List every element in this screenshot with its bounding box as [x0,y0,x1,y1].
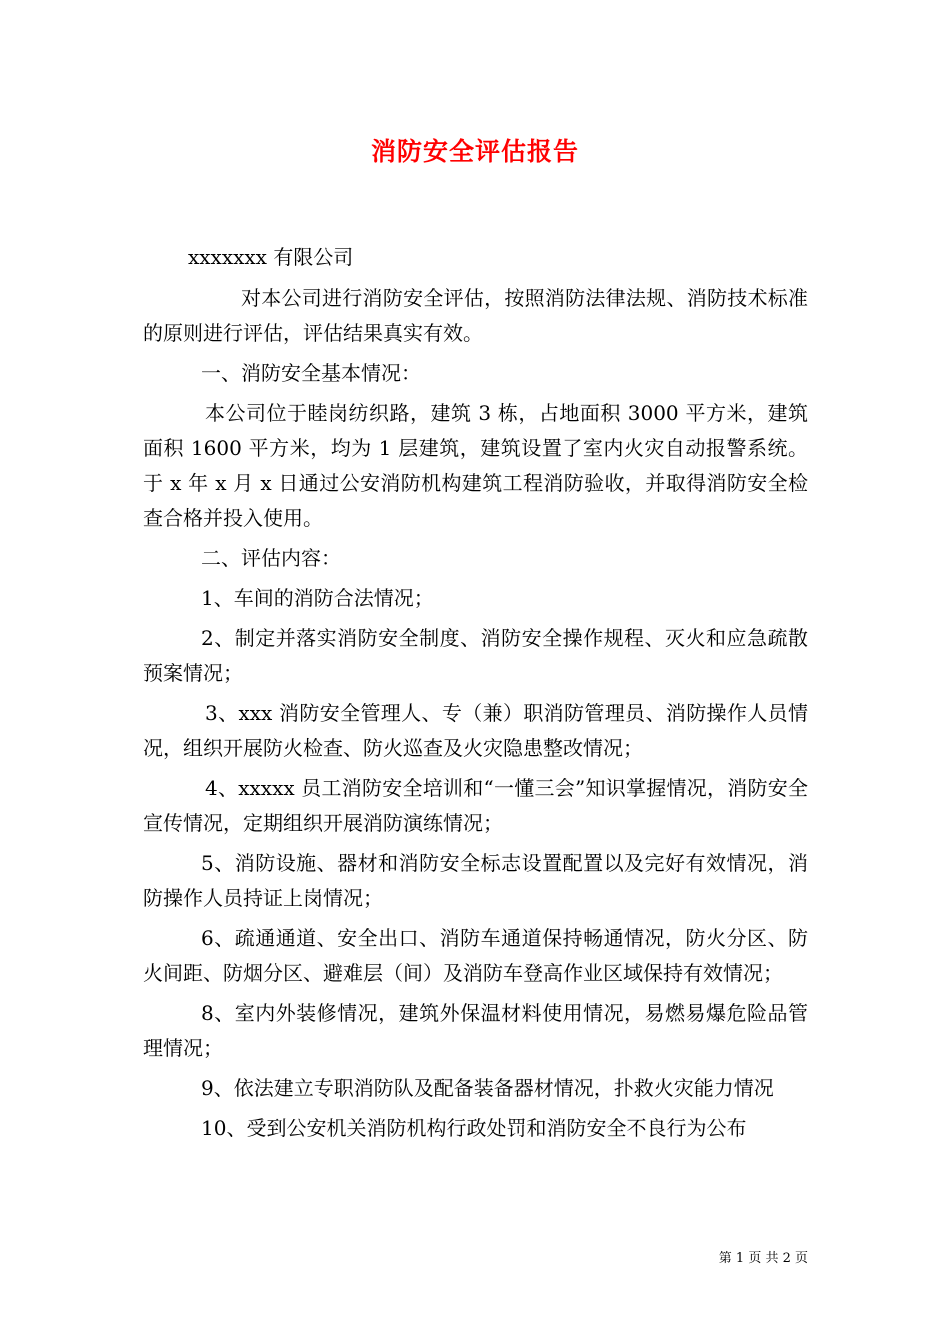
list-item: 8、室内外装修情况，建筑外保温材料使用情况，易燃易爆危险品管理情况； [143,1001,808,1060]
section-2-heading: 二、评估内容： [201,546,341,570]
list-item: 9、依法建立专职消防队及配备装备器材情况，扑救火灾能力情况 [201,1076,774,1100]
list-item: 10、受到公安机关消防机构行政处罚和消防安全不良行为公布 [201,1116,747,1140]
list-item: 3、xxx 消防安全管理人、专（兼）职消防管理员、消防操作人员情况，组织开展防火检查、防火巡查及火灾隐患整改情况； [143,701,808,760]
document-title: 消防安全评估报告 [370,137,579,166]
list-item: 4、xxxxx 员工消防安全培训和“一懂三会”知识掌握情况，消防安全宣传情况，定期组织开展消防演练情况； [143,776,808,835]
section-1-heading: 一、消防安全基本情况： [201,361,421,385]
section-1-body: 本公司位于睦岗纺织路，建筑 3 栋，占地面积 3000 平方米，建筑面积 1600 平方米，均为 1 层建筑，建筑设置了室内火灾自动报警系统。于 x 年 x 月 x 日通过公安消防机构建筑工程消防验收，并取得消防安全检查合格并投入使用。 [143,401,808,530]
page-number: 第 1 页 共 2 页 [718,1251,808,1266]
intro-paragraph: 对本公司进行消防安全评估，按照消防法律法规、消防技术标准的原则进行评估，评估结果真实有效。 [143,286,808,345]
document-body [143,240,808,1146]
company-name: xxxxxxx 有限公司 [188,245,354,269]
list-item: 1、车间的消防合法情况； [201,586,434,610]
list-item: 5、消防设施、器材和消防安全标志设置配置以及完好有效情况，消防操作人员持证上岗情况； [143,851,808,910]
list-item: 2、制定并落实消防安全制度、消防安全操作规程、灭火和应急疏散预案情况； [143,626,808,685]
list-item: 6、疏通通道、安全出口、消防车通道保持畅通情况，防火分区、防火间距、防烟分区、避难层（间）及消防车登高作业区域保持有效情况； [143,926,808,985]
